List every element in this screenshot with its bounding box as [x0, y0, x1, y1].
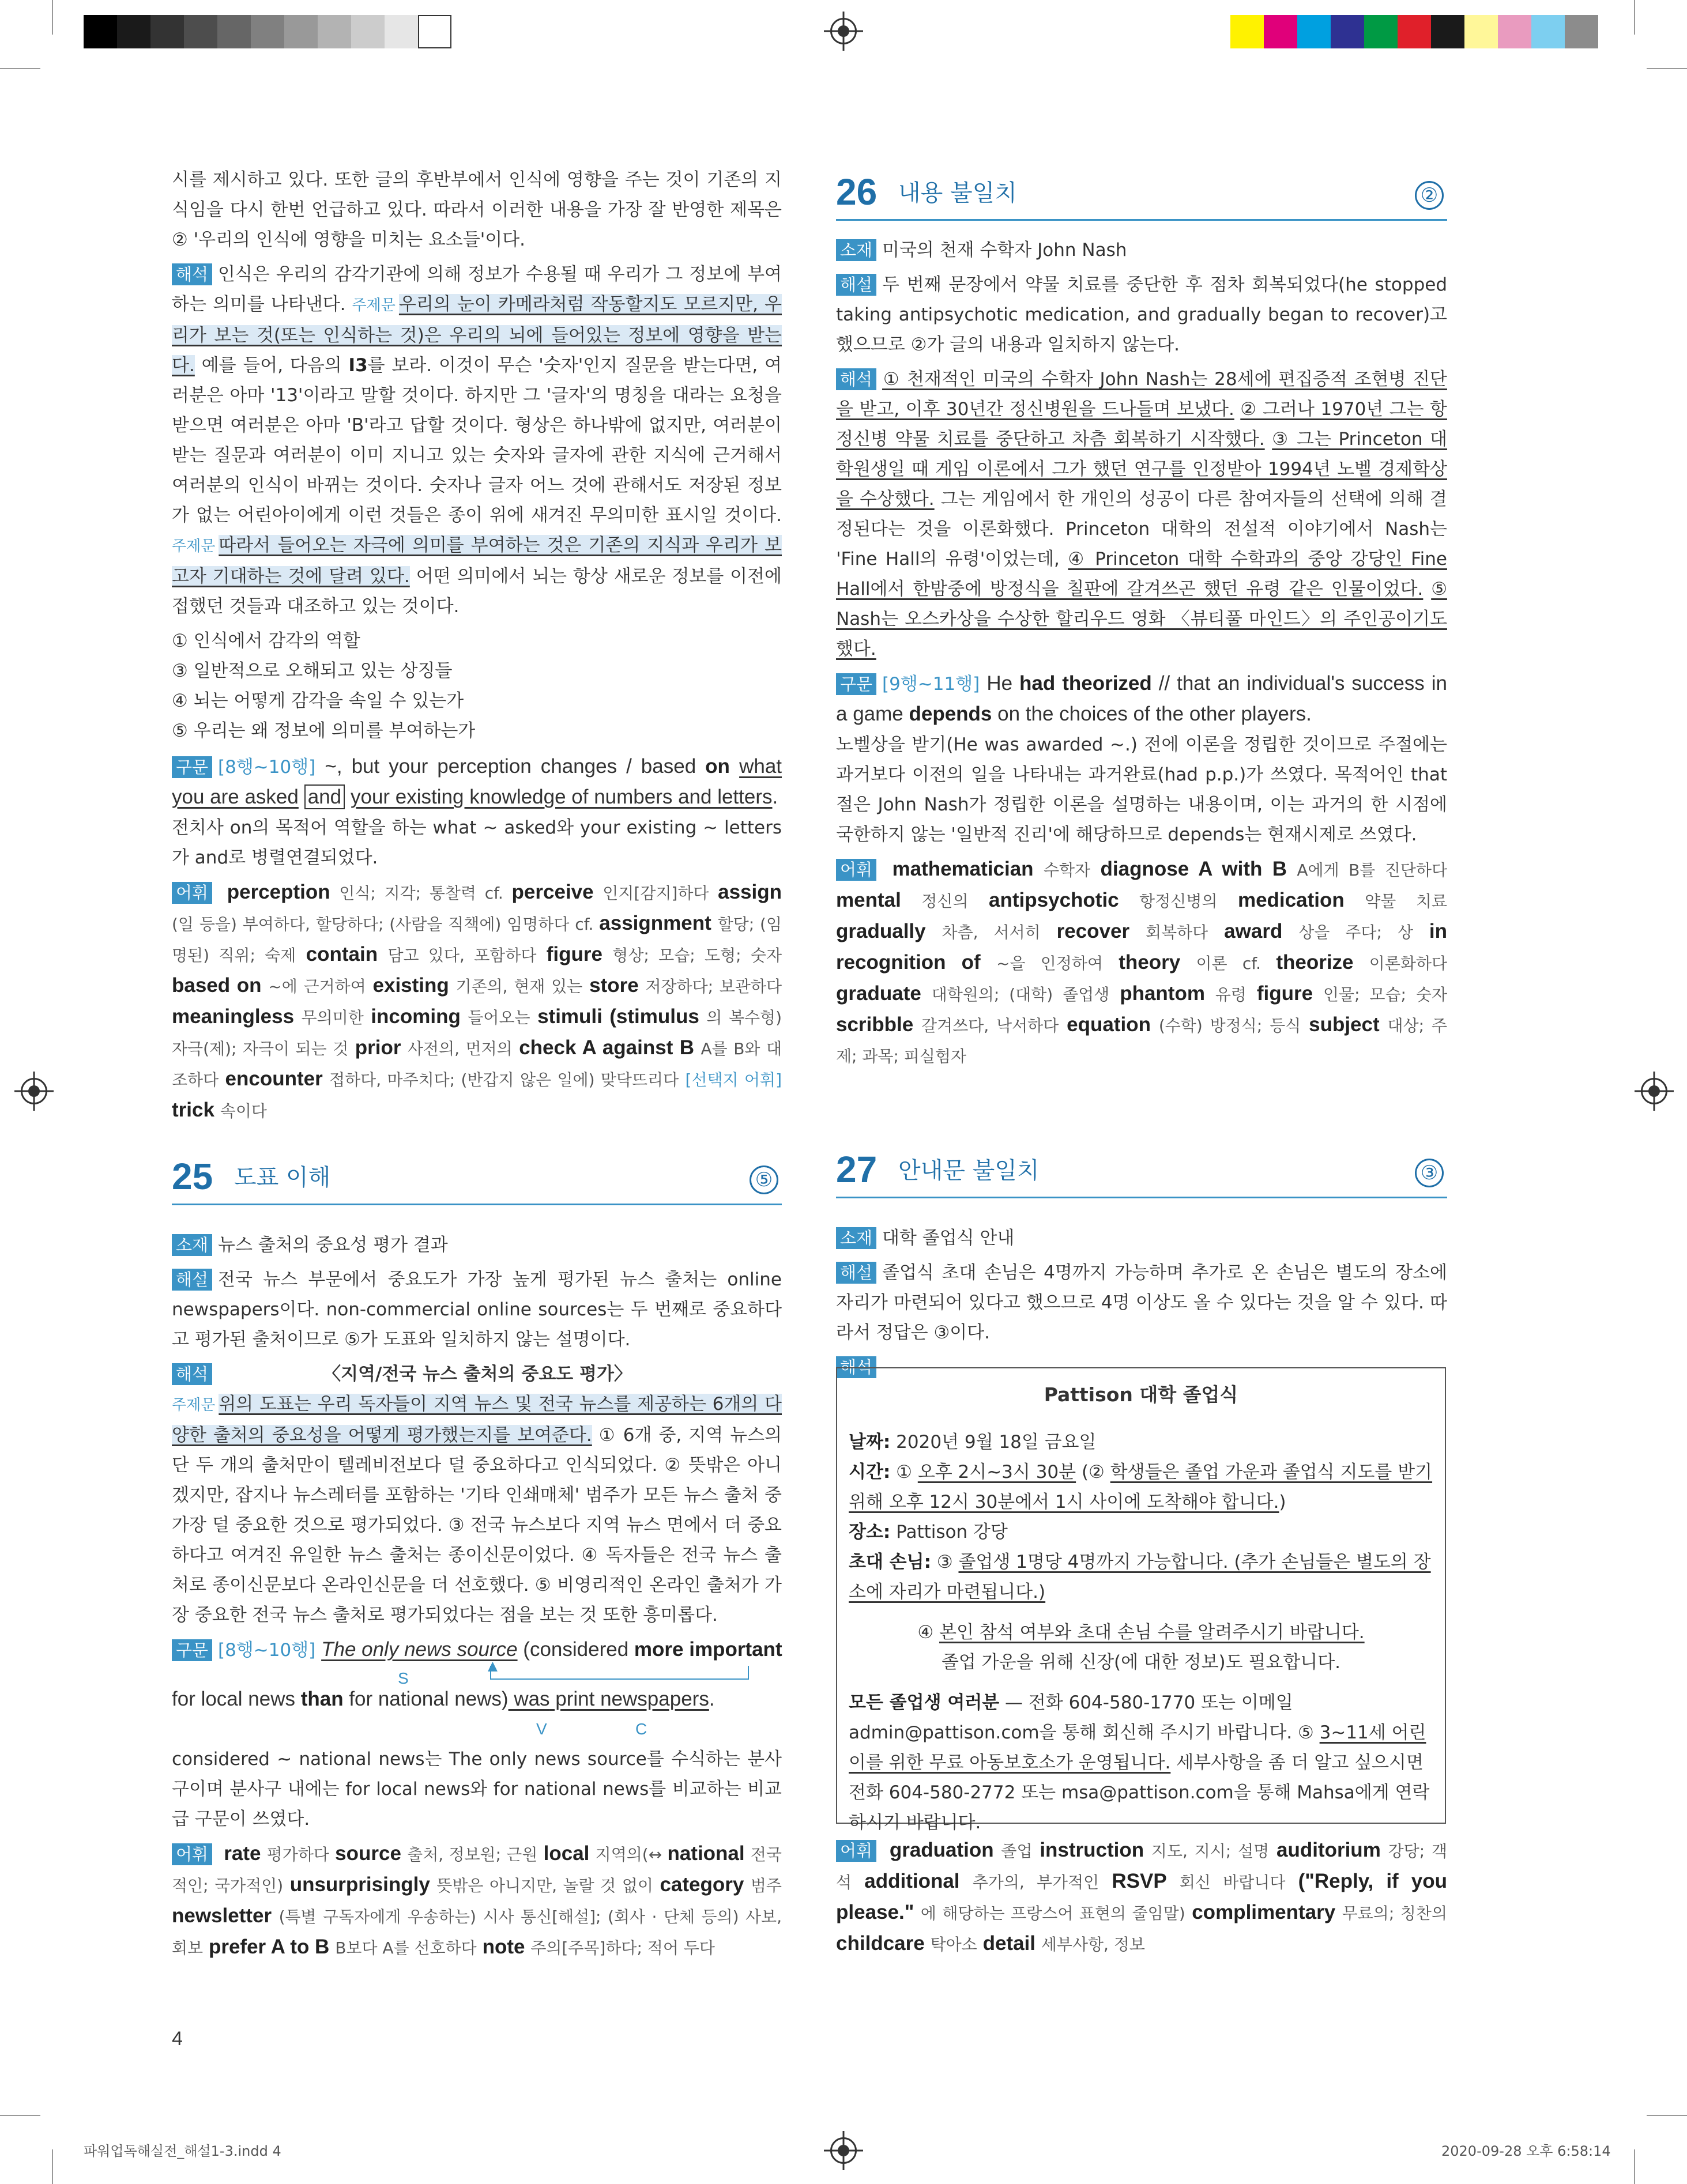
- vocab-meaning: 회복하다: [1146, 923, 1208, 942]
- vocab-meaning: 무료의; 칭찬의: [1342, 1904, 1447, 1923]
- color-swatch: [385, 15, 418, 48]
- vocab-term: gradually: [836, 920, 926, 942]
- vocab-term: incoming: [371, 1005, 461, 1028]
- q26-answer: ②: [1415, 181, 1444, 210]
- q24-explanation-continued: 시를 제시하고 있다. 또한 글의 후반부에서 인식에 영향을 주는 것이 기존의 지식임을 다시 한번 언급하고 있다. 따라서 이러한 내용을 가장 잘 반영한 제목은 ② '우리의 인식에 영향을 미치는 요소들'이다.: [172, 169, 782, 250]
- vocab-meaning: 접하다, 마주치다; (반갑지 않은 일에) 맞닥뜨리다: [329, 1070, 679, 1089]
- vocab-term: subject: [1309, 1013, 1380, 1036]
- vocab-meaning: 할당; (임명된) 직위; 숙제: [172, 915, 782, 965]
- q24-vocabulary: [172, 877, 782, 1126]
- vocab-meaning: 기존의, 현재 있는: [455, 977, 583, 996]
- color-swatch: [1230, 15, 1264, 48]
- crop-mark: [1647, 68, 1687, 69]
- vocab-meaning: 지도, 지시; 설명: [1151, 1842, 1270, 1861]
- vocab-meaning: (일 등을) 부여하다, 할당하다; (사람을 직책에) 임명하다 cf.: [172, 915, 600, 934]
- topic-sentence: 따라서 들어오는 자극에 의미를 부여하는 것은 기존의 지식과 우리가 보고자 기대하는 것에 달려 있다.: [172, 535, 782, 587]
- vocab-meaning: 속이다: [220, 1102, 267, 1121]
- notice-date: 날짜: 2020년 9월 18일 금요일: [849, 1432, 1097, 1453]
- vocab-meaning: [선택지 어휘]: [685, 1070, 782, 1089]
- vocab-meaning: 추가의, 부가적인: [972, 1873, 1099, 1892]
- vocab-term: store: [589, 974, 639, 997]
- vocab-term: auditorium: [1276, 1839, 1381, 1861]
- vocab-meaning: ~에 근거하여: [268, 977, 366, 996]
- vocab-term: newsletter: [172, 1904, 272, 1927]
- q27-title: 안내문 불일치: [898, 1157, 1040, 1184]
- crop-mark: [1647, 2115, 1687, 2116]
- color-swatch: [418, 15, 451, 48]
- vocab-meaning: 전국적인; 국가적인): [172, 1845, 782, 1895]
- vocab-term: award: [1224, 920, 1283, 942]
- q27-number: 27: [836, 1149, 878, 1190]
- option-item: ③ 일반적으로 오해되고 있는 상징들: [172, 661, 453, 681]
- q26-vocabulary: 어휘 mathematician 수학자 diagnose A with B A에게 B를 진단하다 mental 정신의 antipsychotic 항정신병의 medication 약물 치료 gradually 차츰, 서서히 recover 회복하다 award 상을 주다; 상 in recognition of ~을 인정하여 theory 이론 cf. theorize 이론화하다 graduate 대학원의; (대학) 졸업생 phantom 유령 figure 인물; 모습; 숫자 scribble 갈겨쓰다, 낙서하다 equation (수학) 방정식; 등식 subject 대상; 주제; 과목; 피실험자: [836, 858, 1448, 1066]
- vocab-term: stimuli (stimulus: [537, 1005, 699, 1028]
- vocab-term: mental: [836, 889, 901, 911]
- vocab-meaning: 상을 주다; 상: [1298, 923, 1413, 942]
- vocab-meaning: 인지[감지]하다: [602, 884, 709, 903]
- vocab-term: graduate: [836, 982, 921, 1005]
- vocab-term: perception: [227, 881, 330, 903]
- translation-tag: 해석: [172, 263, 212, 285]
- vocab-meaning: 자극(제); 자극이 되는 것: [172, 1039, 349, 1058]
- q24-continued-section: [172, 165, 782, 1131]
- q26-heading: [836, 167, 1447, 221]
- color-swatch: [1431, 15, 1464, 48]
- subject-label: S: [398, 1669, 409, 1687]
- color-swatch: [351, 15, 385, 48]
- vocab-meaning: 항정신병의: [1139, 892, 1218, 911]
- q24-translation: 해석 인식은 우리의 감각기관에 의해 정보가 수용될 때 우리가 그 정보에 부여하는 의미를 나타낸다. 주제문 우리의 눈이 카메라처럼 작동할지도 모르지만, 우리가 보는 것(또는 인식하는 것)은 우리의 뇌에 들어있는 정보에 영향을 받는다. 예를 들어, 다음의 I3를 보라. 이것이 무슨 '숫자'인지 질문을 받는다면, 여러분은 아마 '13'이라고 말할 것이다. 하지만 그 '글자'의 명칭을 대라는 요청을 받으면 여러분은 아마 'B'라고 답할 것이다. 형상은 하나밖에 없지만, 여러분이 받는 질문과 여러분이 이미 지니고 있는 숫자와 글자에 관한 지식에 근거해서 여러분의 인식이 바뀌는 것이다. 숫자나 글자 어느 것에 관해서도 저장된 정보가 없는 어린아이에게 이런 것들은 종이 위에 새겨진 무의미한 표시일 것이다. 주제문 따라서 들어오는 자극에 의미를 부여하는 것은 기존의 지식과 우리가 보고자 기대하는 것에 달려 있다. 어떤 의미에서 뇌는 항상 새로운 정보를 이전에 접했던 것들과 대조하고 있는 것이다.: [172, 264, 782, 617]
- q25-number: 25: [172, 1156, 213, 1197]
- vocab-meaning: 무의미한: [301, 1008, 364, 1027]
- q25-topic: 소재 뉴스 출처의 중요성 평가 결과: [172, 1230, 782, 1260]
- q25-vocabulary: 어휘 rate 평가하다 source 출처, 정보원; 근원 local 지역의(↔ national 전국적인; 국가적인) unsurprisingly 뜻밖은 아니지만, 놀랄 것 없이 category 범주 newsletter (특별 구독자에게 우송하는) 시사 통신[해설]; (회사 · 단체 등의) 사보, 회보 prefer A to B B보다 A를 선호하다 note 주의[주목]하다; 적어 두다: [172, 1842, 782, 1958]
- color-swatch: [251, 15, 284, 48]
- color-swatch: [1297, 15, 1331, 48]
- topic-sentence-label: 주제문: [172, 538, 216, 555]
- vocab-meaning: 뜻밖은 아니지만, 놀랄 것 없이: [436, 1876, 653, 1895]
- q25-translation: 해석 〈지역/전국 뉴스 출처의 중요도 평가〉: [172, 1359, 782, 1389]
- color-swatch: [117, 15, 150, 48]
- color-swatch: [1464, 15, 1498, 48]
- registration-mark-bottom: [830, 2137, 857, 2164]
- syntax-tag: 구문: [172, 756, 212, 778]
- vocab-meaning: 약물 치료: [1365, 892, 1448, 911]
- q25-title: 도표 이해: [234, 1164, 331, 1191]
- vocab-tag: 어휘: [172, 882, 212, 904]
- q25-body: 소재 뉴스 출처의 중요성 평가 결과 해설 전국 뉴스 부문에서 중요도가 가장 높게 평가된 뉴스 출처는 online newspapers이다. non-commercial online sources는 두 번째로 중요하다고 평가된 출처이므로 ⑤가 도표와 일치하지 않는 설명이다. 해석 〈지역/전국 뉴스 출처의 중요도 평가〉 주제문 위의 도표는 우리 독자들이 지역 뉴스 및 전국 뉴스를 제공하는 6개의 다양한 출처의 중요성을 어떻게 평가했는지를 보여준다. ① 6개 중, 지역 뉴스의 단 두 개의 출처만이 텔레비전보다 덜 중요하다고 인식되었다. ② 뜻밖은 아니겠지만, 잡지나 뉴스레터를 포함하는 '기타 인쇄매체' 범주가 모든 뉴스 출처 중 가장 덜 중요한 것으로 평가되었다. ③ 전국 뉴스보다 지역 뉴스 면에서 더 중요하다고 여겨진 유일한 뉴스 출처는 종이신문이었다. ④ 독자들은 전국 뉴스 출처로 종이신문보다 온라인신문을 더 선호했다. ⑤ 비영리적인 온라인 출처가 가장 중요한 전국 뉴스 출처로 평가되었다는 점을 보는 것 또한 흥미롭다. 구문 [8행~10행] The only news source (considered more important S ▲ for local news than for national news) was print newspapers. V C considered ~ national news는 The only news source를 수식하는 분사구이며 분사구 내에는 for local news와 for national news를 비교하는 비교급 구문이 쓰였다. 어휘 rate 평가하다 source 출처, 정보원; 근원 local 지역의(↔ national 전국적인; 국가적인) unsurprisingly 뜻밖은 아니지만, 놀랄 것 없이 category 범주 newsletter (특별 구독자에게 우송하는) 시사 통신[해설]; (회사 · 단체 등의) 사보, 회보 prefer A to B B보다 A를 선호하다 note 주의[주목]하다; 적어 두다: [172, 1230, 782, 1968]
- vocab-meaning: 출처, 정보원; 근원: [407, 1845, 538, 1864]
- vocab-term: mathematician: [892, 858, 1034, 880]
- vocab-term: graduation: [889, 1839, 994, 1861]
- vocab-term: perceive: [511, 881, 594, 903]
- vocab-term: medication: [1237, 889, 1345, 911]
- vocab-meaning: 들어오는: [468, 1008, 530, 1027]
- vocab-term: detail: [982, 1932, 1035, 1955]
- vocab-term: equation: [1067, 1013, 1151, 1036]
- vocab-meaning: 수학자: [1043, 861, 1091, 880]
- vocab-term: phantom: [1120, 982, 1205, 1005]
- file-name: 파워업독해실전_해설1-3.indd 4: [84, 2143, 281, 2159]
- vocab-term: assign: [718, 881, 782, 903]
- process-color-bar: [1230, 15, 1598, 48]
- crop-mark: [0, 68, 40, 69]
- notice-title: Pattison 대학 졸업식: [1044, 1383, 1238, 1406]
- q26-body: [836, 235, 1447, 1076]
- color-swatch: [1264, 15, 1297, 48]
- vocab-term: trick: [172, 1099, 214, 1121]
- vocab-meaning: 주의[주목]하다; 적어 두다: [530, 1938, 715, 1957]
- vocab-meaning: B보다 A를 선호하다: [335, 1938, 477, 1957]
- topic-sentence: 우리의 눈이 카메라처럼 작동할지도 모르지만, 우리가 보는 것(또는 인식하는 것)은 우리의 뇌에 들어있는 정보에 영향을 받는다.: [172, 294, 782, 376]
- q26-title: 내용 불일치: [898, 180, 1017, 206]
- vocab-meaning: 사전의, 먼저의: [408, 1039, 513, 1058]
- vocab-meaning: 지역의(↔: [595, 1845, 668, 1864]
- crop-mark: [1634, 2149, 1635, 2184]
- color-swatch: [1531, 15, 1565, 48]
- option-item: ④ 뇌는 어떻게 감각을 속일 수 있는가: [172, 691, 464, 711]
- modifier-arrow: ▲: [488, 1659, 498, 1673]
- crop-mark: [1634, 0, 1635, 35]
- print-timestamp: 2020-09-28 오후 6:58:14: [1441, 2143, 1611, 2159]
- q27-explanation: 해설 졸업식 초대 손님은 4명까지 가능하며 추가로 온 손님은 별도의 장소에 자리가 마련되어 있다고 했으므로 4명 이상도 올 수 있다는 것을 알 수 있다. 따라서 정답은 ③이다.: [836, 1262, 1447, 1343]
- vocab-term: theorize: [1276, 951, 1354, 974]
- vocab-meaning: 대상; 주제; 과목; 피실험자: [836, 1016, 1447, 1066]
- vocab-term: prior: [355, 1036, 401, 1059]
- vocab-meaning: 차츰, 서서히: [942, 923, 1041, 942]
- notice-all-graduates: 모든 졸업생 여러분 — 전화 604-580-1770 또는 이메일 admin@pattison.com을 통해 회신해 주시기 바랍니다. ⑤ 3~11세 어린이를 위한 무료 아동보호소가 운영됩니다. 세부사항을 좀 더 알고 싶으시면 전화 604-580-2772 또는 msa@pattison.com을 통해 Mahsa에게 연락하시기 바랍니다.: [849, 1692, 1430, 1833]
- color-swatch: [318, 15, 351, 48]
- vocab-term: based on: [172, 974, 262, 997]
- color-swatch: [1565, 15, 1598, 48]
- color-swatch: [184, 15, 217, 48]
- vocab-term: RSVP: [1112, 1870, 1167, 1892]
- vocab-term: figure: [1256, 982, 1313, 1005]
- q25-explanation: 해설 전국 뉴스 부문에서 중요도가 가장 높게 평가된 뉴스 출처는 online newspapers이다. non-commercial online sources는 두 번째로 중요하다고 평가된 출처이므로 ⑤가 도표와 일치하지 않는 설명이다.: [172, 1269, 782, 1350]
- vocab-term: national: [667, 1842, 745, 1865]
- q27-topic: 소재 대학 졸업식 안내: [836, 1223, 1447, 1253]
- q26-translation: 해석 ① 천재적인 미국의 수학자 John Nash는 28세에 편집증적 조현병 진단을 받고, 이후 30년간 정신병원을 드나들며 보냈다. ② 그러나 1970년 그는 항정신병 약물 치료를 중단하고 차츰 회복하기 시작했다. ③ 그는 Princeton 대학원생일 때 게임 이론에서 그가 했던 연구를 인정받아 1994년 노벨 경제학상을 수상했다. 그는 게임에서 한 개인의 성공이 다른 참여자들의 선택에 의해 결정된다는 것을 이론화했다. Princeton 대학의 전설적 이야기에서 Nash는 'Fine Hall의 유령'이었는데, ④ Princeton 대학 수학과의 중앙 강당인 Fine Hall에서 한밤중에 방정식을 칠판에 갈겨쓰곤 했던 유령 같은 인물이었다. ⑤ Nash는 오스카상을 수상한 할리우드 영화 〈뷰티풀 마인드〉의 주인공이기도 했다.: [836, 369, 1448, 659]
- q25-syntax: 구문 [8행~10행] The only news source (considered more important S ▲ for local news than for national news) was print newspapers. V C: [172, 1635, 782, 1744]
- i3-glyph: I3: [348, 355, 368, 376]
- gray-color-bar: [84, 15, 451, 48]
- vocab-term: instruction: [1040, 1839, 1144, 1861]
- vocab-term: meaningless: [172, 1005, 295, 1028]
- modifier-bracket: [490, 1666, 749, 1680]
- q25-heading: [172, 1152, 782, 1205]
- options-translation-list: [172, 626, 782, 746]
- registration-mark-right: [1641, 1078, 1667, 1104]
- crop-mark: [52, 0, 53, 35]
- color-swatch: [1498, 15, 1531, 48]
- vocab-term: note: [482, 1936, 525, 1958]
- vocab-term: in recognition of: [836, 920, 1447, 974]
- vocab-meaning: A에게 B를 진단하다: [1297, 861, 1448, 880]
- color-swatch: [84, 15, 117, 48]
- registration-mark-left: [21, 1078, 47, 1104]
- vocab-meaning: (수학) 방정식; 등식: [1158, 1016, 1301, 1035]
- q27-translation-label: 해석: [836, 1352, 1447, 1382]
- complement-label: C: [635, 1720, 647, 1738]
- vocab-meaning: 의 복수형): [706, 1008, 782, 1027]
- vocab-meaning: 졸업: [1001, 1842, 1033, 1861]
- registration-mark-top: [830, 18, 857, 44]
- q24-syntax: 구문 [8행~10행] ~, but your perception changes / based on what you are asked and your existing knowledge of numbers and letters. 전치사 on의 목적어 역할을 하는 what ~ asked와 your existing ~ letters가 and로 병렬연결되었다.: [172, 755, 782, 868]
- vocab-meaning: 회신 바랍니다: [1179, 1873, 1286, 1892]
- q27-heading: [836, 1145, 1447, 1198]
- vocab-term: childcare: [836, 1932, 925, 1955]
- q26-explanation: 해설 두 번째 문장에서 약물 치료를 중단한 후 점차 회복되었다(he stopped taking antipsychotic medication, and gradually began to recover)고 했으므로 ②가 글의 내용과 일치하지 않는다.: [836, 274, 1447, 355]
- vocab-meaning: A를 B와 대조하다: [172, 1039, 782, 1089]
- vocab-meaning: 대학원의; (대학) 졸업생: [931, 985, 1110, 1004]
- vocab-meaning: 평가하다: [266, 1845, 329, 1864]
- q26-topic: 소재 미국의 천재 수학자 John Nash: [836, 235, 1447, 265]
- vocab-term: assignment: [599, 912, 711, 934]
- vocab-term: additional: [864, 1870, 960, 1892]
- vocab-term: source: [335, 1842, 401, 1865]
- color-swatch: [284, 15, 318, 48]
- notice-guests: 초대 손님: ③ 졸업생 1명당 4명까지 가능합니다. (추가 손님들은 별도의 장소에 자리가 마련됩니다.): [849, 1552, 1431, 1602]
- q26-number: 26: [836, 171, 878, 213]
- vocab-term: check A against B: [519, 1036, 694, 1059]
- vocab-meaning: 이론 cf.: [1196, 954, 1276, 973]
- vocab-meaning: 세부사항, 정보: [1041, 1935, 1145, 1954]
- vocab-meaning: 범주: [750, 1876, 782, 1895]
- vocab-term: theory: [1119, 951, 1181, 974]
- color-swatch: [1398, 15, 1431, 48]
- vocab-term: recover: [1056, 920, 1130, 942]
- color-swatch: [1331, 15, 1364, 48]
- q27-vocabulary: 어휘 graduation 졸업 instruction 지도, 지시; 설명 auditorium 강당; 객석 additional 추가의, 부가적인 RSVP 회신 바랍니다 ("Reply, if you please." 에 해당하는 프랑스어 표현의 줄임말) complimentary 무료의; 칭찬의 childcare 탁아소 detail 세부사항, 정보: [836, 1839, 1447, 1955]
- graduation-notice-box: Pattison 대학 졸업식 날짜: 2020년 9월 18일 금요일 시간: ① 오후 2시~3시 30분 (② 학생들은 졸업 가운과 졸업식 지도를 받기 위해 오후 12시 30분에서 1시 사이에 도착해야 합니다.) 장소: Pattison 강당 초대 손님: ③ 졸업생 1명당 4명까지 가능합니다. (추가 손님들은 별도의 장소에 자리가 마련됩니다.) ④ 본인 참석 여부와 초대 손님 수를 알려주시기 바랍니다. 졸업 가운을 위해 신장(에 대한 정보)도 필요합니다. 모든 졸업생 여러분 — 전화 604-580-1770 또는 이메일 admin@pattison.com을 통해 회신해 주시기 바랍니다. ⑤ 3~11세 어린이를 위한 무료 아동보호소가 운영됩니다. 세부사항을 좀 더 알고 싶으시면 전화 604-580-2772 또는 msa@pattison.com을 통해 Mahsa에게 연락하시기 바랍니다.: [836, 1367, 1446, 1824]
- vocab-meaning: 인식; 지각; 통찰력 cf.: [339, 884, 512, 903]
- vocab-meaning: 에 해당하는 프랑스어 표현의 줄임말): [920, 1904, 1185, 1923]
- vocab-term: category: [660, 1873, 744, 1896]
- topic-sentence-label: 주제문: [352, 297, 396, 314]
- notice-time: 시간: ① 오후 2시~3시 30분 (② 학생들은 졸업 가운과 졸업식 지도를 받기 위해 오후 12시 30분에서 1시 사이에 도착해야 합니다.): [849, 1462, 1433, 1512]
- q27-body: [836, 1223, 1447, 1387]
- q26-syntax: 구문 [9행~11행] He had theorized // that an individual's success in a game depends on the choices of the other players. 노벨상을 받기(He was awarded ~.) 전에 이론을 정립한 것이므로 주절에는 과거보다 이전의 일을 나타내는 과거완료(had p.p.)가 쓰였다. 목적어인 that절은 John Nash가 정립한 이론을 설명하는 내용이며, 이는 과거의 한 시점에 국한하지 않는 '일반적 진리'에 해당하므로 depends는 현재시제로 쓰였다.: [836, 672, 1447, 845]
- vocab-meaning: 인물; 모습; 숫자: [1323, 985, 1447, 1004]
- crop-mark: [0, 2115, 40, 2116]
- vocab-meaning: 저장하다; 보관하다: [645, 977, 782, 996]
- topic-sentence-label: 주제문: [172, 1397, 216, 1414]
- vocab-meaning: 형상; 모습; 도형; 숫자: [612, 946, 782, 965]
- option-item: ⑤ 우리는 왜 정보에 의미를 부여하는가: [172, 721, 476, 741]
- vocab-meaning: ~을 인정하여: [996, 954, 1103, 973]
- vocab-meaning: 담고 있다, 포함하다: [387, 946, 537, 965]
- vocab-term: antipsychotic: [989, 889, 1119, 911]
- vocab-meaning: 정신의: [921, 892, 969, 911]
- vocab-meaning: (특별 구독자에게 우송하는) 시사 통신[해설]; (회사 · 단체 등의) 사보, 회보: [172, 1907, 782, 1957]
- q27-vocab-wrap: [836, 1835, 1447, 1964]
- vocab-meaning: 탁아소: [930, 1935, 977, 1954]
- vocab-meaning: 유령: [1215, 985, 1247, 1004]
- vocab-term: rate: [224, 1842, 261, 1865]
- vocab-meaning: 이론화하다: [1369, 954, 1448, 973]
- q27-answer: ③: [1415, 1159, 1444, 1187]
- verb-label: V: [536, 1720, 547, 1738]
- vocab-term: diagnose A with B: [1100, 858, 1287, 880]
- vocab-term: scribble: [836, 1013, 914, 1036]
- chart-title: 〈지역/전국 뉴스 출처의 중요도 평가〉: [323, 1364, 632, 1385]
- color-swatch: [217, 15, 251, 48]
- vocab-term: local: [543, 1842, 590, 1865]
- vocab-term: figure: [546, 943, 602, 965]
- q25-answer: ⑤: [750, 1165, 778, 1194]
- vocab-meaning: 강당; 객석: [836, 1842, 1447, 1892]
- vocab-term: existing: [372, 974, 449, 997]
- notice-place: 장소: Pattison 강당: [849, 1522, 1008, 1542]
- vocab-term: unsurprisingly: [289, 1873, 430, 1896]
- vocab-term: ("Reply, if you please.": [836, 1870, 1447, 1923]
- color-swatch: [150, 15, 184, 48]
- color-swatch: [1364, 15, 1398, 48]
- vocab-term: complimentary: [1192, 1901, 1336, 1923]
- vocab-term: encounter: [225, 1068, 323, 1090]
- vocab-term: contain: [306, 943, 378, 965]
- topic-sentence: 위의 도표는 우리 독자들이 지역 뉴스 및 전국 뉴스를 제공하는 6개의 다양한 출처의 중요성을 어떻게 평가했는지를 보여준다.: [172, 1394, 782, 1446]
- vocab-meaning: 갈겨쓰다, 낙서하다: [921, 1016, 1059, 1035]
- option-item: ① 인식에서 감각의 역할: [172, 631, 360, 651]
- crop-mark: [52, 2149, 53, 2184]
- notice-rsvp: ④ 본인 참석 여부와 초대 손님 수를 알려주시기 바랍니다.: [917, 1622, 1365, 1643]
- vocab-term: prefer A to B: [208, 1936, 330, 1958]
- page-number: 4: [172, 2028, 183, 2050]
